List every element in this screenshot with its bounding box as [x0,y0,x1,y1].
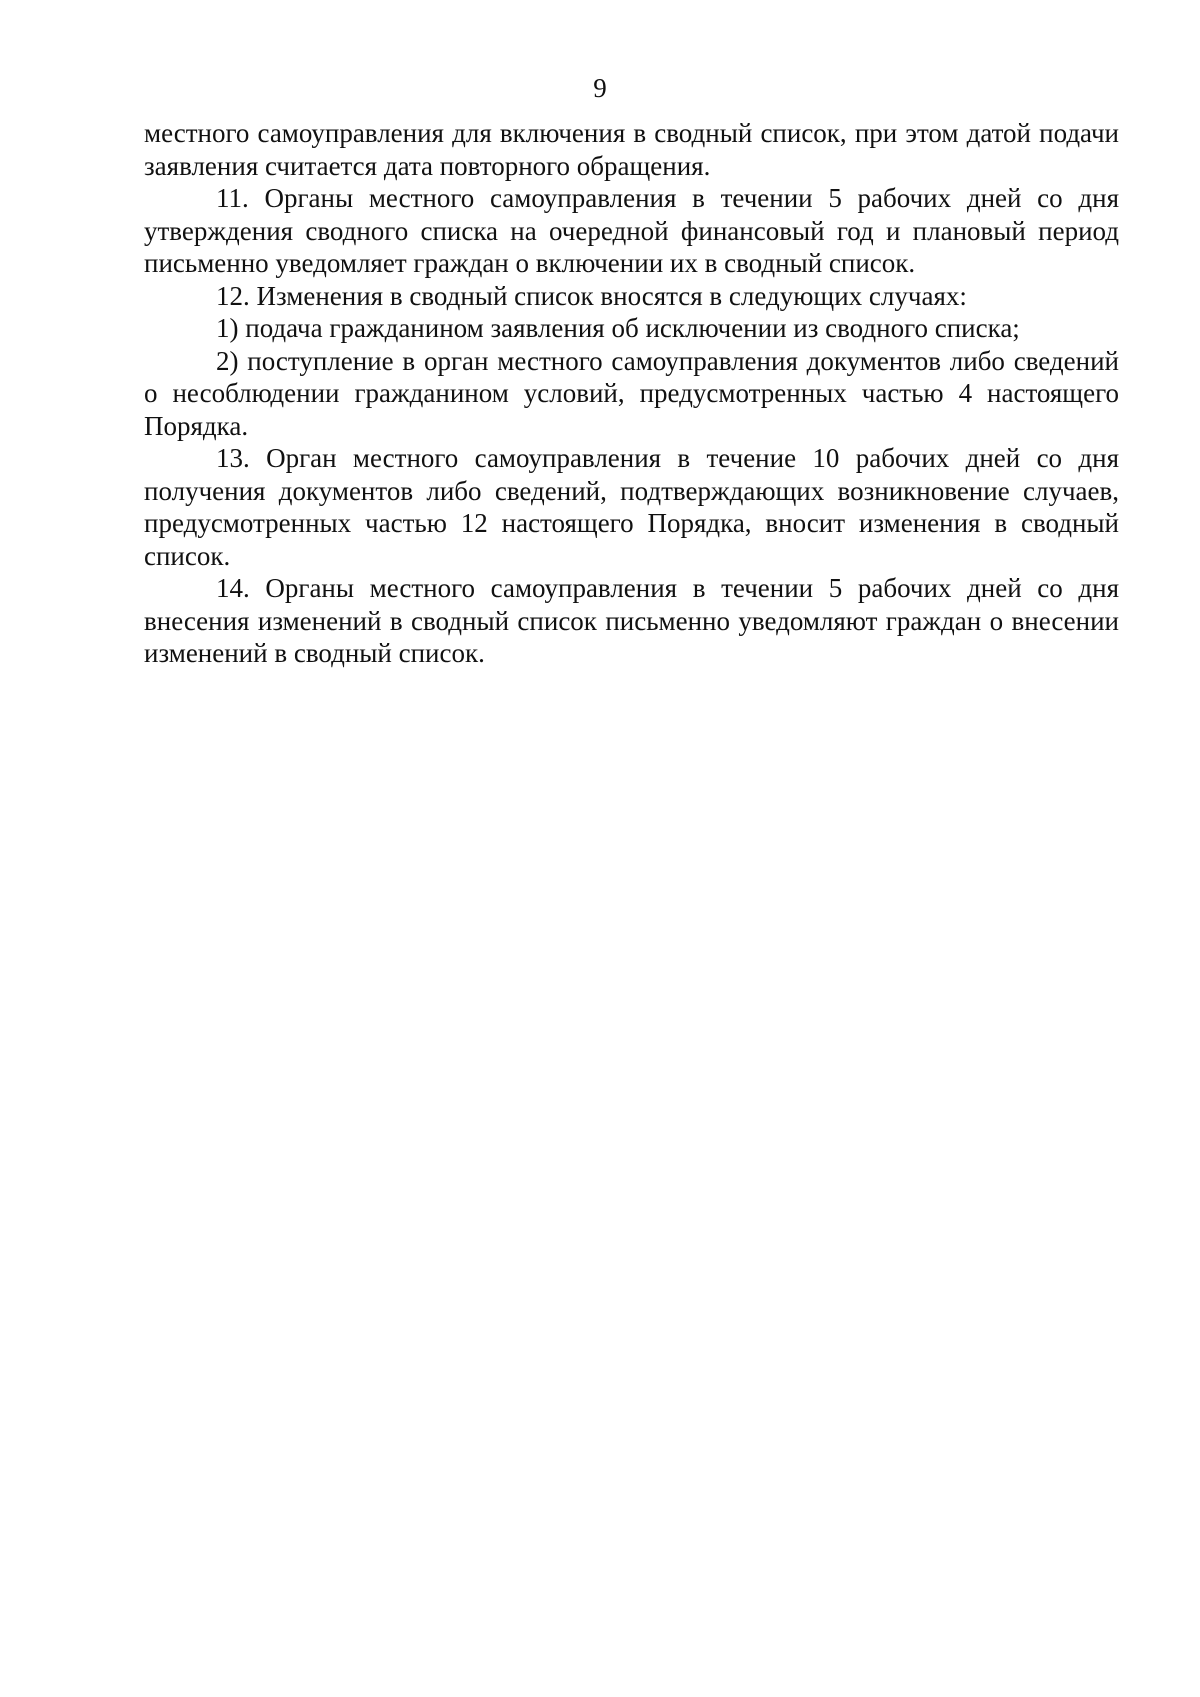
paragraph-continuation: местного самоуправления для включения в сводный список, при этом датой подачи заявления считается дата повторного обращения. [144,118,1119,181]
paragraph-12: 12. Изменения в сводный список вносятся в следующих случаях: [216,280,967,311]
document-body [144,117,1119,670]
page-number: 9 [593,73,607,103]
paragraph-14: 14. Органы местного самоуправления в течении 5 рабочих дней со дня внесения изменений в сводный список письменно уведомляют граждан о внесении изменений в сводный список. [144,573,1119,668]
paragraph-12-item-2: 2) поступление в орган местного самоуправления документов либо сведений о несоблюдении гражданином условий, предусмотренных частью 4 настоящего Порядка. [144,345,1119,441]
paragraph-12-item-1: 1) подача гражданином заявления об исключении из сводного списка; [216,313,1020,343]
paragraph-11: 11. Органы местного самоуправления в течении 5 рабочих дней со дня утверждения сводного списка на очередной финансовый год и плановый период письменно уведомляет граждан о включении их в сводный список. [144,183,1119,278]
paragraph-13: 13. Орган местного самоуправления в течение 10 рабочих дней со дня получения документов либо сведений, подтверждающих возникновение случаев, предусмотренных частью 12 настоящего Порядка, вносит изменения в сводный список. [144,443,1119,571]
